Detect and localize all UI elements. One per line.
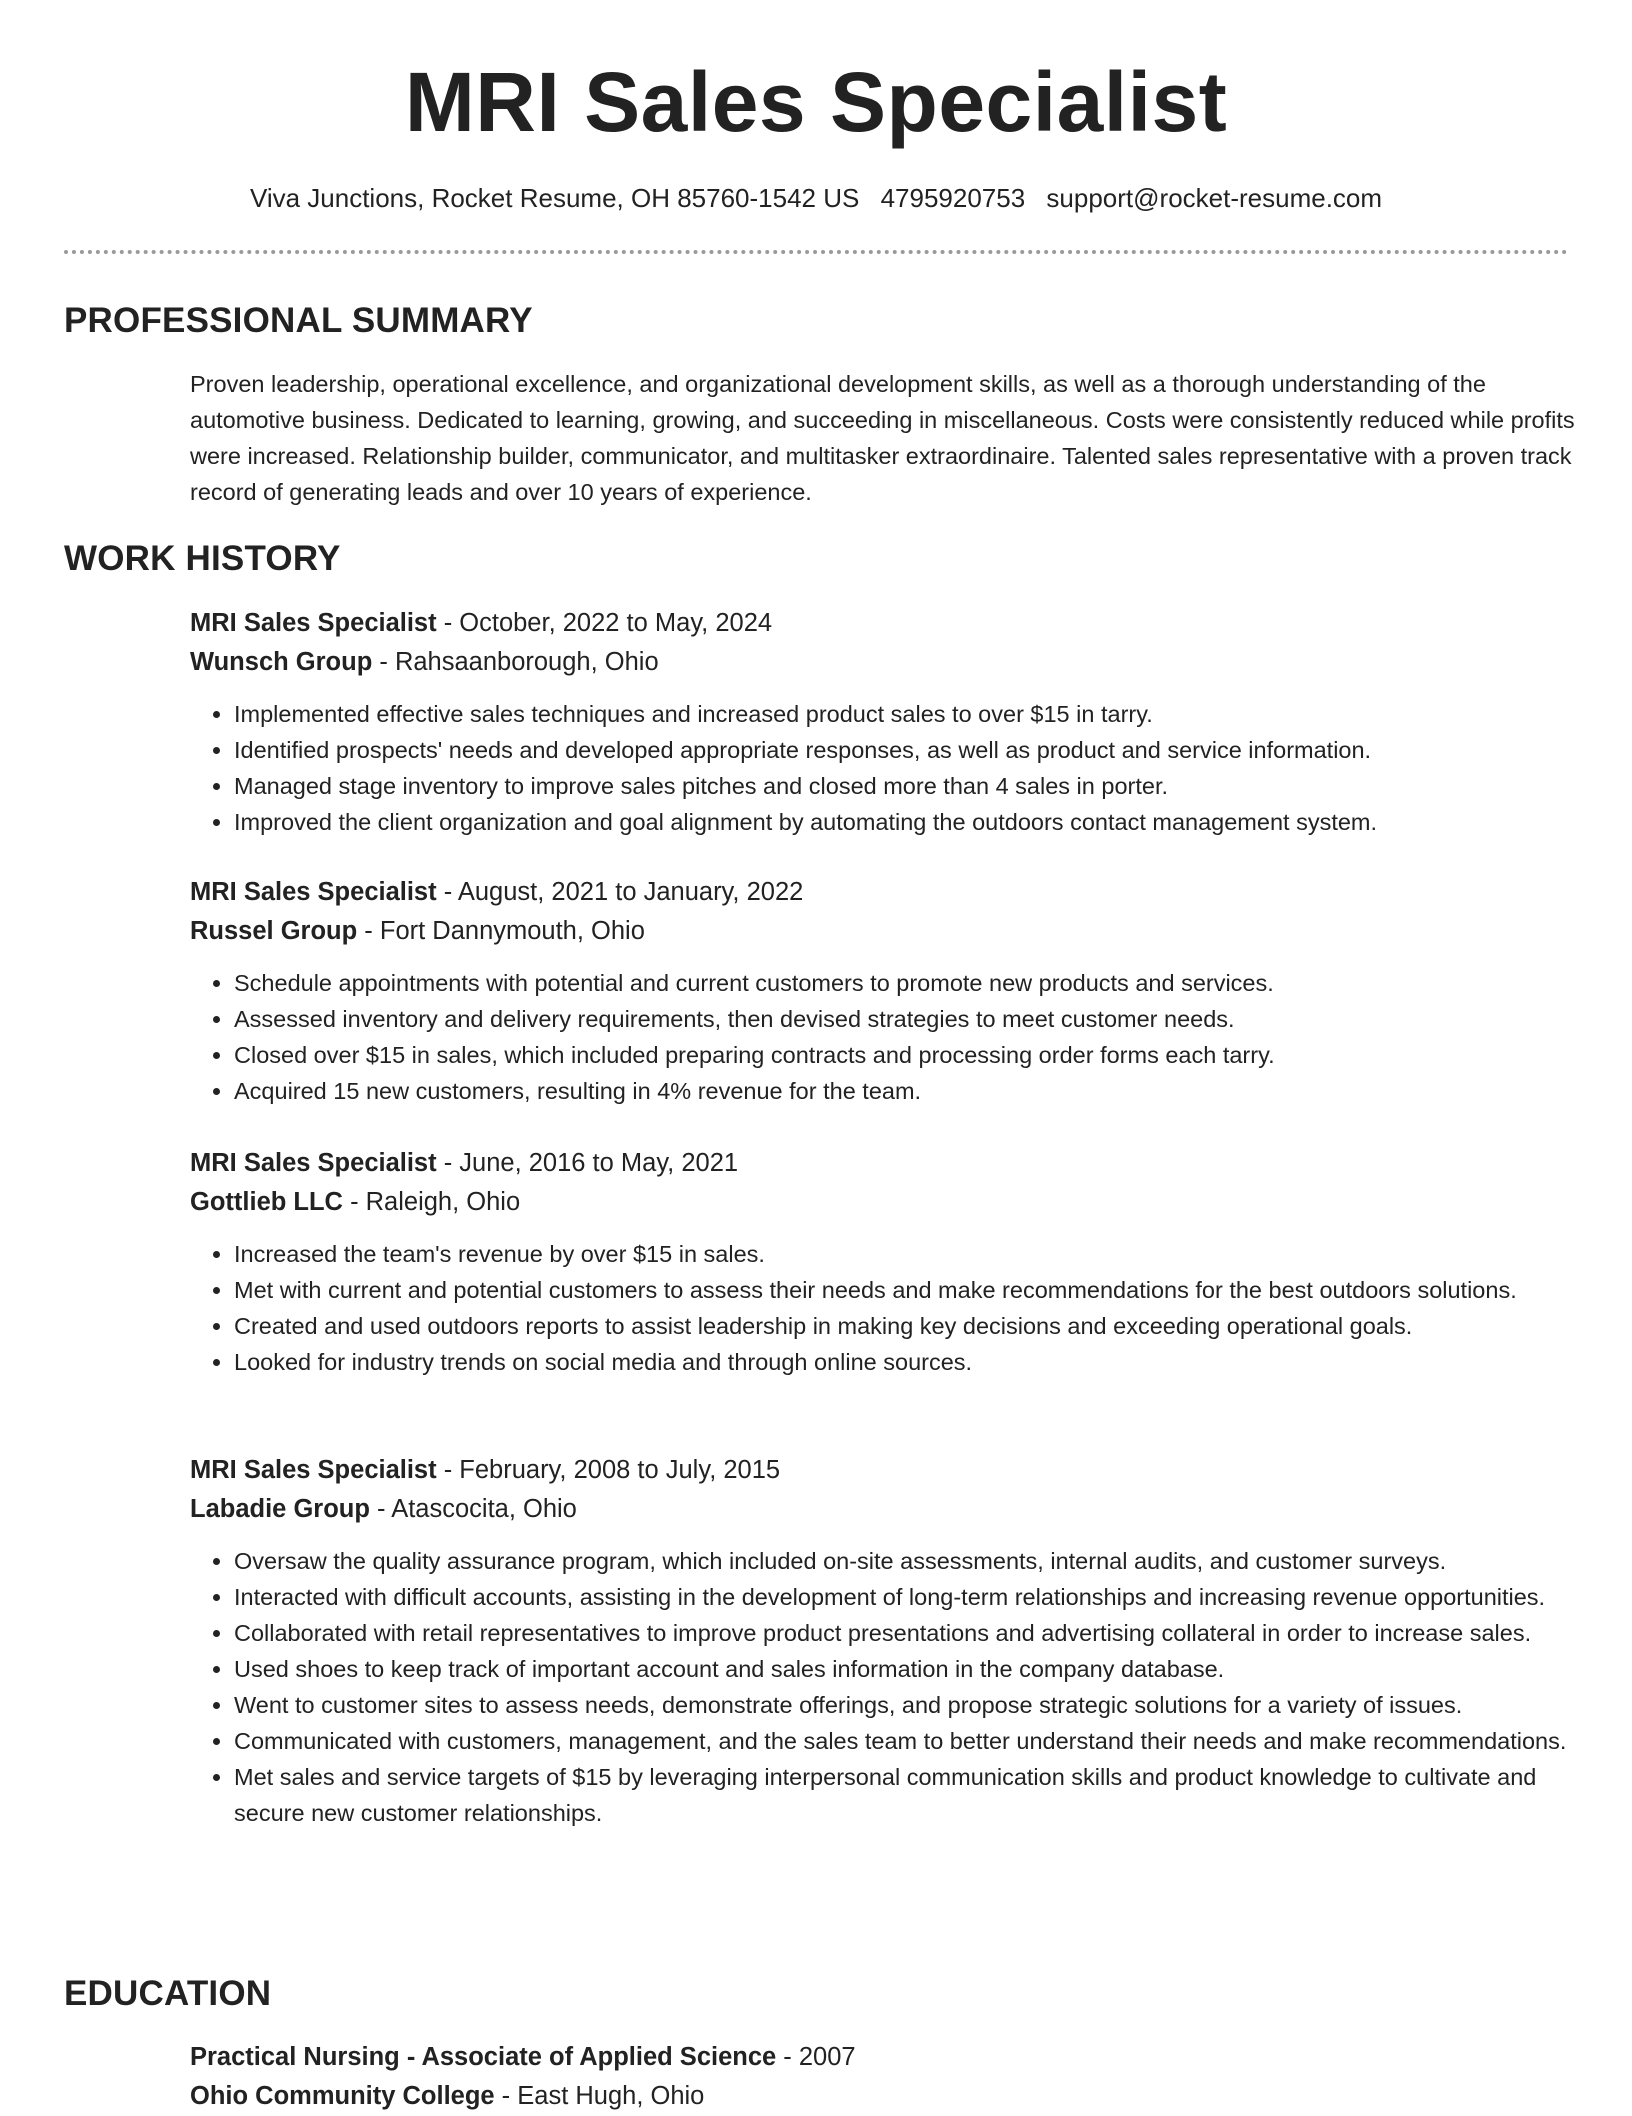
education-entry — [190, 2038, 1580, 2116]
job-location: - Atascocita, Ohio — [369, 1495, 577, 1523]
job-bullets — [190, 1236, 1580, 1380]
job-bullet: • Oversaw the quality assurance program, which included on-site assessments, internal audits, and customer surveys. — [234, 1543, 1580, 1579]
job-role-line — [190, 1144, 1580, 1183]
job-company: Gottlieb LLC — [190, 1188, 343, 1216]
job-bullet: • Increased the team's revenue by over $15 in sales. — [234, 1236, 1580, 1272]
job-company-line — [190, 912, 1580, 951]
job-bullet: • Used shoes to keep track of important account and sales information in the company database. — [234, 1651, 1580, 1687]
job-role: MRI Sales Specialist — [190, 1149, 437, 1177]
job-company: Russel Group — [190, 917, 358, 945]
job-company-line — [190, 643, 1580, 682]
contact-phone: 4795920753 — [880, 183, 1026, 213]
job-bullet: • Acquired 15 new customers, resulting in 4% revenue for the team. — [234, 1073, 1580, 1109]
job-dates: - June, 2016 to May, 2021 — [436, 1149, 739, 1177]
job-location: - Fort Dannymouth, Ohio — [357, 917, 645, 945]
job-bullet: • Collaborated with retail representatives to improve product presentations and advertising collateral in order to increase sales. — [234, 1615, 1580, 1651]
section-title-work-history: WORK HISTORY — [64, 539, 341, 578]
job-entry — [190, 1144, 1580, 1380]
job-role: MRI Sales Specialist — [190, 1456, 437, 1484]
job-bullets — [190, 965, 1580, 1109]
job-bullet: • Closed over $15 in sales, which included preparing contracts and processing order forms each tarry. — [234, 1037, 1580, 1073]
job-role-line — [190, 604, 1580, 643]
job-role: MRI Sales Specialist — [190, 609, 437, 637]
education-degree: Practical Nursing - Associate of Applied Science — [190, 2043, 777, 2071]
candidate-name: MRI Sales Specialist — [404, 55, 1228, 149]
job-role: MRI Sales Specialist — [190, 878, 437, 906]
job-bullet: • Managed stage inventory to improve sales pitches and closed more than 4 sales in porter. — [234, 768, 1580, 804]
header-divider — [64, 250, 1568, 254]
job-company-line — [190, 1183, 1580, 1222]
job-bullet: • Implemented effective sales techniques and increased product sales to over $15 in tarry. — [234, 696, 1580, 732]
job-bullet: • Improved the client organization and goal alignment by automating the outdoors contact management system. — [234, 804, 1580, 840]
education-school-line — [190, 2077, 1580, 2116]
summary-text: Proven leadership, operational excellence, and organizational development skills, as well as a thorough understanding of the automotive business. Dedicated to learning, growing, and succeeding in miscellaneous. Costs were consistently reduced while profits were increased. Relationship builder, communicator, and multitasker extraordinaire. Talented sales representative with a proven track record of generating leads and over 10 years of experience. — [190, 371, 1575, 505]
job-bullet: • Met sales and service targets of $15 by leveraging interpersonal communication skills and product knowledge to cultivate and secure new customer relationships. — [234, 1759, 1580, 1831]
job-dates: - February, 2008 to July, 2015 — [436, 1456, 781, 1484]
job-location: - Rahsaanborough, Ohio — [372, 648, 659, 676]
education-year: - 2007 — [776, 2043, 856, 2071]
job-bullet: • Created and used outdoors reports to assist leadership in making key decisions and exceeding operational goals. — [234, 1308, 1580, 1344]
job-company-line — [190, 1490, 1580, 1529]
job-dates: - August, 2021 to January, 2022 — [436, 878, 804, 906]
job-company: Labadie Group — [190, 1495, 370, 1523]
job-bullets — [190, 696, 1580, 840]
job-bullet: • Schedule appointments with potential and current customers to promote new products and services. — [234, 965, 1580, 1001]
education-location: - East Hugh, Ohio — [494, 2082, 705, 2110]
job-dates: - October, 2022 to May, 2024 — [436, 609, 773, 637]
job-bullet: • Communicated with customers, management, and the sales team to better understand their needs and make recommendations. — [234, 1723, 1580, 1759]
job-company: Wunsch Group — [190, 648, 373, 676]
contact-line — [0, 180, 1632, 216]
job-bullet: • Went to customer sites to assess needs, demonstrate offerings, and propose strategic solutions for a variety of issues. — [234, 1687, 1580, 1723]
job-bullet: • Assessed inventory and delivery requirements, then devised strategies to meet customer needs. — [234, 1001, 1580, 1037]
section-title-education: EDUCATION — [64, 1974, 272, 2013]
job-role-line — [190, 873, 1580, 912]
job-entry — [190, 873, 1580, 1109]
job-bullet: • Interacted with difficult accounts, assisting in the development of long-term relationships and increasing revenue opportunities. — [234, 1579, 1580, 1615]
education-degree-line — [190, 2038, 1580, 2077]
job-bullet: • Looked for industry trends on social media and through online sources. — [234, 1344, 1580, 1380]
job-entry — [190, 1451, 1580, 1831]
job-bullet: • Identified prospects' needs and developed appropriate responses, as well as product and service information. — [234, 732, 1580, 768]
section-title-summary: PROFESSIONAL SUMMARY — [64, 301, 533, 340]
job-entry — [190, 604, 1580, 840]
education-school: Ohio Community College — [190, 2082, 495, 2110]
contact-address: Viva Junctions, Rocket Resume, OH 85760-1542 US — [249, 183, 860, 213]
contact-email: support@rocket-resume.com — [1046, 183, 1383, 213]
job-bullet: • Met with current and potential customers to assess their needs and make recommendations for the best outdoors solutions. — [234, 1272, 1580, 1308]
job-location: - Raleigh, Ohio — [342, 1188, 521, 1216]
job-bullets — [190, 1543, 1580, 1831]
job-role-line — [190, 1451, 1580, 1490]
